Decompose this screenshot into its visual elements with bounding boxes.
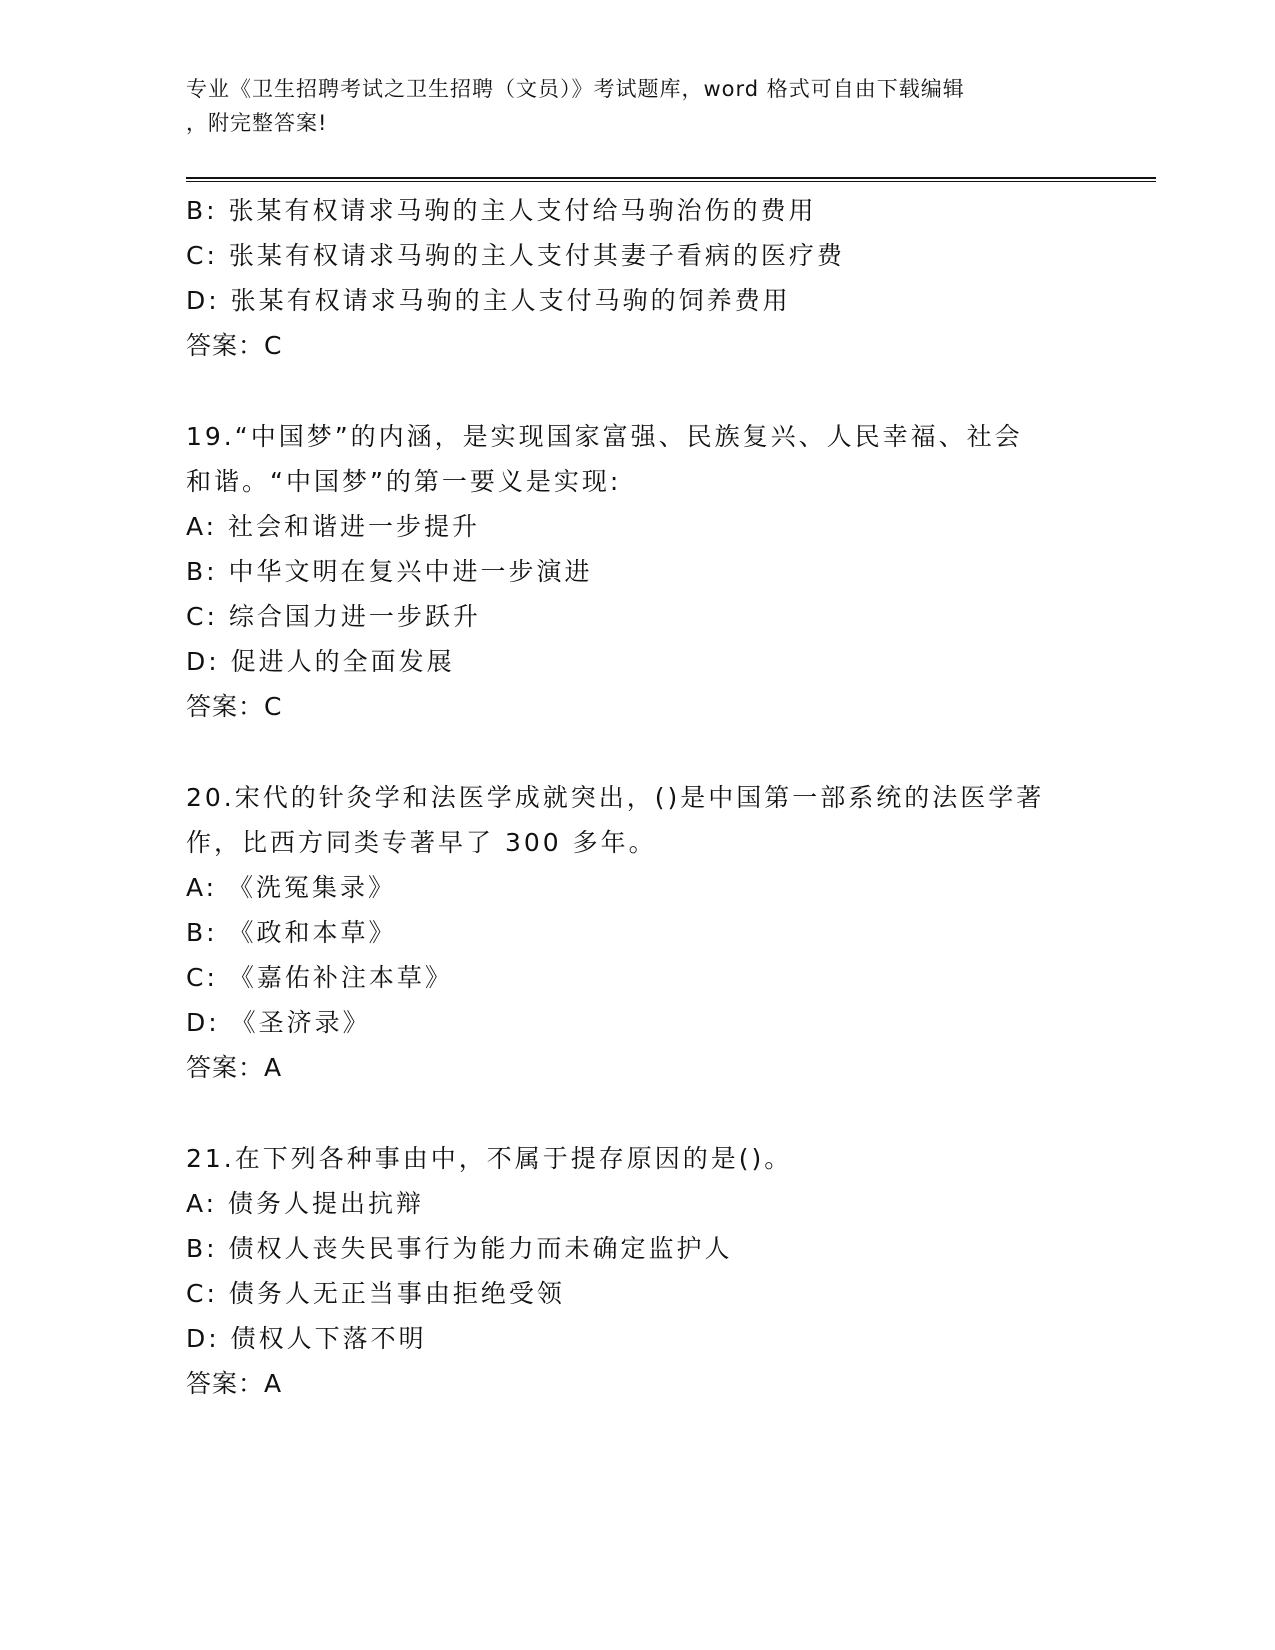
option-a: A: 债务人提出抗辩 <box>186 1189 425 1218</box>
option-d: D: 《圣济录》 <box>186 1008 371 1037</box>
question-stem: 21.在下列各种事由中，不属于提存原因的是()。 <box>186 1144 793 1173</box>
option-c: C: 张某有权请求马驹的主人支付其妻子看病的医疗费 <box>186 241 845 270</box>
document-header <box>186 72 1066 140</box>
option-d: D: 张某有权请求马驹的主人支付马驹的饲养费用 <box>186 286 791 315</box>
question-20 <box>186 775 1086 1090</box>
option-a: A: 《洗冤集录》 <box>186 873 397 902</box>
question-stem: 和谐。“中国梦”的第一要义是实现: <box>186 467 622 496</box>
question-19 <box>186 414 1086 729</box>
option-a: A: 社会和谐进一步提升 <box>186 512 481 541</box>
option-b: B: 中华文明在复兴中进一步演进 <box>186 557 593 586</box>
option-b: B: 张某有权请求马驹的主人支付给马驹治伤的费用 <box>186 196 817 225</box>
question-stem: 作，比西方同类专著早了 300 多年。 <box>186 828 657 857</box>
option-d: D: 促进人的全面发展 <box>186 647 455 676</box>
option-c: C: 综合国力进一步跃升 <box>186 602 481 631</box>
option-c: C: 债务人无正当事由拒绝受领 <box>186 1279 565 1308</box>
question-stem: 20.宋代的针灸学和法医学成就突出，()是中国第一部系统的法医学著 <box>186 783 1045 812</box>
spacer <box>186 729 1086 775</box>
option-b: B: 债权人丧失民事行为能力而未确定监护人 <box>186 1234 733 1263</box>
question-21 <box>186 1136 1086 1406</box>
spacer <box>186 368 1086 414</box>
answer: 答案：C <box>186 331 283 360</box>
option-d: D: 债权人下落不明 <box>186 1324 427 1353</box>
document-body <box>186 188 1086 1406</box>
answer: 答案：A <box>186 1053 283 1082</box>
spacer <box>186 1090 1086 1136</box>
option-c: C: 《嘉佑补注本草》 <box>186 963 453 992</box>
answer: 答案：A <box>186 1369 283 1398</box>
question-stem: 19.“中国梦”的内涵，是实现国家富强、民族复兴、人民幸福、社会 <box>186 422 1023 451</box>
header-divider <box>186 177 1156 182</box>
header-line-2: ，附完整答案! <box>186 111 328 135</box>
question-prev <box>186 188 1086 368</box>
option-b: B: 《政和本草》 <box>186 918 397 947</box>
header-line-1: 专业《卫生招聘考试之卫生招聘（文员）》考试题库，word 格式可自由下载编辑 <box>186 77 965 101</box>
answer: 答案：C <box>186 692 283 721</box>
